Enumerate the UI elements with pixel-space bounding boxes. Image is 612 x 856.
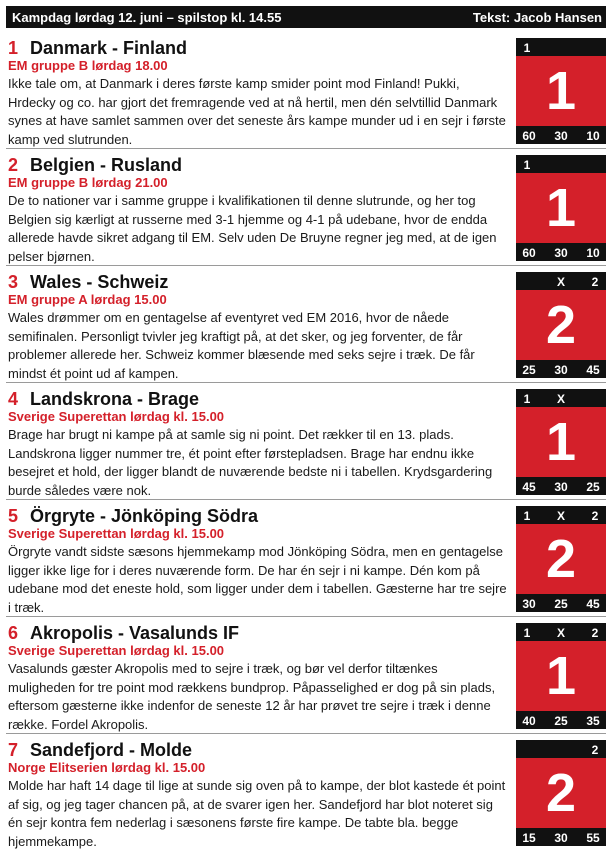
match-text — [8, 619, 508, 734]
tip-marks — [516, 389, 606, 407]
match-number: 1 — [8, 38, 19, 58]
match-league: EM gruppe B lørdag 18.00 — [8, 58, 168, 73]
percent-draw: 25 — [554, 597, 568, 611]
prediction-box — [516, 38, 606, 144]
match-number: 4 — [8, 389, 19, 409]
main-pick: 2 — [516, 524, 606, 594]
tip-home: 1 — [523, 41, 531, 55]
match-text — [8, 385, 508, 500]
percent-away: 45 — [586, 597, 600, 611]
tip-marks — [516, 38, 606, 56]
percent-draw: 30 — [554, 363, 568, 377]
match-title — [8, 389, 508, 409]
match-league: Sverige Superettan lørdag kl. 15.00 — [8, 526, 225, 541]
percent-row — [516, 711, 606, 729]
prediction-box — [516, 155, 606, 261]
tip-marks — [516, 740, 606, 758]
tip-marks — [516, 155, 606, 173]
percent-home: 30 — [522, 597, 536, 611]
match-teams: Akropolis - Vasalunds IF — [30, 623, 240, 643]
prediction-box — [516, 740, 606, 846]
percent-away: 10 — [586, 129, 600, 143]
tip-draw: X — [556, 626, 565, 640]
match-title — [8, 272, 508, 292]
tip-marks — [516, 272, 606, 290]
main-pick: 1 — [516, 407, 606, 477]
percent-row — [516, 828, 606, 846]
match-text — [8, 151, 508, 266]
match-divider — [6, 382, 606, 383]
percent-home: 60 — [522, 246, 536, 260]
percent-home: 45 — [522, 480, 536, 494]
main-pick: 1 — [516, 641, 606, 711]
tip-away: 2 — [591, 743, 599, 757]
tip-away: 2 — [591, 626, 599, 640]
percent-home: 15 — [522, 831, 536, 845]
match-item — [6, 385, 606, 497]
match-description: Wales drømmer om en gentagelse af eventyret ved EM 2016, hvor de nåede semifinalen. Personligt tvivler jeg kraftigt på, at det sker, og jeg forventer, de får problemer allerede her. Schweiz kommer blæsende med seks sejre i træk. De får mindst ét point ud af kampen. — [8, 310, 475, 381]
tip-draw: X — [556, 275, 565, 289]
match-divider — [6, 148, 606, 149]
match-item — [6, 151, 606, 263]
prediction-box — [516, 389, 606, 495]
prediction-box — [516, 272, 606, 378]
prediction-box — [516, 623, 606, 729]
match-title — [8, 38, 508, 58]
match-text — [8, 34, 508, 149]
match-league: Sverige Superettan lørdag kl. 15.00 — [8, 409, 225, 424]
main-pick: 1 — [516, 56, 606, 126]
percent-draw: 30 — [554, 129, 568, 143]
match-title — [8, 740, 508, 760]
tip-away: 2 — [591, 275, 599, 289]
match-description: Molde har haft 14 dage til lige at sunde sig oven på to kampe, der blot kastede ét point af sig, og jeg tager chancen på, at de svarer igen her. Sandefjord har blot noteret sig én sejr kontra fem nederlag i sæsonens første fire kampe. De tabte bla. begge hjemmekampe. — [8, 778, 506, 849]
match-divider — [6, 616, 606, 617]
match-item — [6, 619, 606, 731]
percent-row — [516, 594, 606, 612]
percent-draw: 30 — [554, 480, 568, 494]
page-header — [6, 6, 606, 28]
tip-home: 1 — [523, 158, 531, 172]
percent-away: 10 — [586, 246, 600, 260]
match-number: 7 — [8, 740, 19, 760]
match-item — [6, 736, 606, 848]
header-author: Tekst: Jacob Hansen — [472, 9, 602, 25]
match-league: Norge Elitserien lørdag kl. 15.00 — [8, 760, 206, 775]
match-text — [8, 268, 508, 383]
match-title — [8, 623, 508, 643]
match-league: Sverige Superettan lørdag kl. 15.00 — [8, 643, 225, 658]
tip-marks — [516, 623, 606, 641]
percent-away: 25 — [586, 480, 600, 494]
match-teams: Örgryte - Jönköping Södra — [30, 506, 259, 526]
prediction-box — [516, 506, 606, 612]
match-number: 2 — [8, 155, 19, 175]
percent-draw: 30 — [554, 831, 568, 845]
match-item — [6, 268, 606, 380]
match-text — [8, 736, 508, 851]
match-number: 6 — [8, 623, 19, 643]
percent-draw: 25 — [554, 714, 568, 728]
match-teams: Danmark - Finland — [30, 38, 188, 58]
match-title — [8, 155, 508, 175]
match-description: Ikke tale om, at Danmark i deres første kamp smider point mod Finland! Pukki, Hrdecky og co. har gjort det fremragende ved at nå hertil, men dén selvtillid Danmark synes at have samlet sammen over det seneste års kampe munder ud i en sejr i første kamp ved slutrunden. — [8, 76, 506, 147]
tip-home: 1 — [523, 392, 531, 406]
percent-row — [516, 126, 606, 144]
tip-draw: X — [556, 509, 565, 523]
match-text — [8, 502, 508, 617]
tip-home: 1 — [523, 626, 531, 640]
main-pick: 1 — [516, 173, 606, 243]
match-description: Brage har brugt ni kampe på at samle sig ni point. Det rækker til en 13. plads. Landskrona ligger nummer tre, ét point efter førstepladsen. Brage har endnu ikke besejret et hold, der ligger blandt de nuværende bedste ni i tabellen. Krydsgardering burde således være nok. — [8, 427, 493, 498]
match-divider — [6, 265, 606, 266]
match-teams: Belgien - Rusland — [30, 155, 183, 175]
match-divider — [6, 733, 606, 734]
match-title — [8, 506, 508, 526]
match-divider — [6, 499, 606, 500]
percent-draw: 30 — [554, 246, 568, 260]
percent-away: 55 — [586, 831, 600, 845]
tip-home: 1 — [523, 509, 531, 523]
percent-home: 25 — [522, 363, 536, 377]
header-schedule: Kampdag lørdag 12. juni – spilstop kl. 14.55 — [12, 9, 282, 25]
match-teams: Sandefjord - Molde — [30, 740, 192, 760]
percent-row — [516, 360, 606, 378]
match-league: EM gruppe B lørdag 21.00 — [8, 175, 168, 190]
match-item — [6, 34, 606, 146]
match-description: Örgryte vandt sidste sæsons hjemmekamp mod Jönköping Södra, men en gentagelse ligger ikke lige for i deres nuværende form. De har én sejr i ni kampe. Dén kom på udebane mod det eneste hold, som ligger under dem i tabellen. Gæsterne har tre sejre i træk. — [8, 544, 507, 615]
match-league: EM gruppe A lørdag 15.00 — [8, 292, 167, 307]
percent-away: 45 — [586, 363, 600, 377]
tip-away: 2 — [591, 509, 599, 523]
main-pick: 2 — [516, 758, 606, 828]
tip-marks — [516, 506, 606, 524]
match-number: 5 — [8, 506, 19, 526]
match-description: Vasalunds gæster Akropolis med to sejre i træk, og bør vel derfor tiltænkes muligheden for tre point mod rækkens bundprop. Påpasselighed er dog på sin plads, eftersom gæsterne ikke indenfor de seneste 12 år har prøvet tre sejre i træk i denne række. Fordel Akropolis. — [8, 661, 496, 732]
percent-away: 35 — [586, 714, 600, 728]
match-description: De to nationer var i samme gruppe i kvalifikationen til denne slutrunde, og her tog Belgien sig kærligt at russerne med 3-1 hjemme og 4-1 på udebane, hvor de endda allerede havde sikret adgang til EM. Selv uden De Bruyne regner jeg med, at de igen pelser bjørnen. — [8, 193, 497, 264]
match-number: 3 — [8, 272, 19, 292]
tip-draw: X — [556, 392, 565, 406]
percent-home: 40 — [522, 714, 536, 728]
percent-home: 60 — [522, 129, 536, 143]
main-pick: 2 — [516, 290, 606, 360]
match-item — [6, 502, 606, 614]
match-teams: Wales - Schweiz — [30, 272, 169, 292]
percent-row — [516, 477, 606, 495]
percent-row — [516, 243, 606, 261]
match-teams: Landskrona - Brage — [30, 389, 200, 409]
